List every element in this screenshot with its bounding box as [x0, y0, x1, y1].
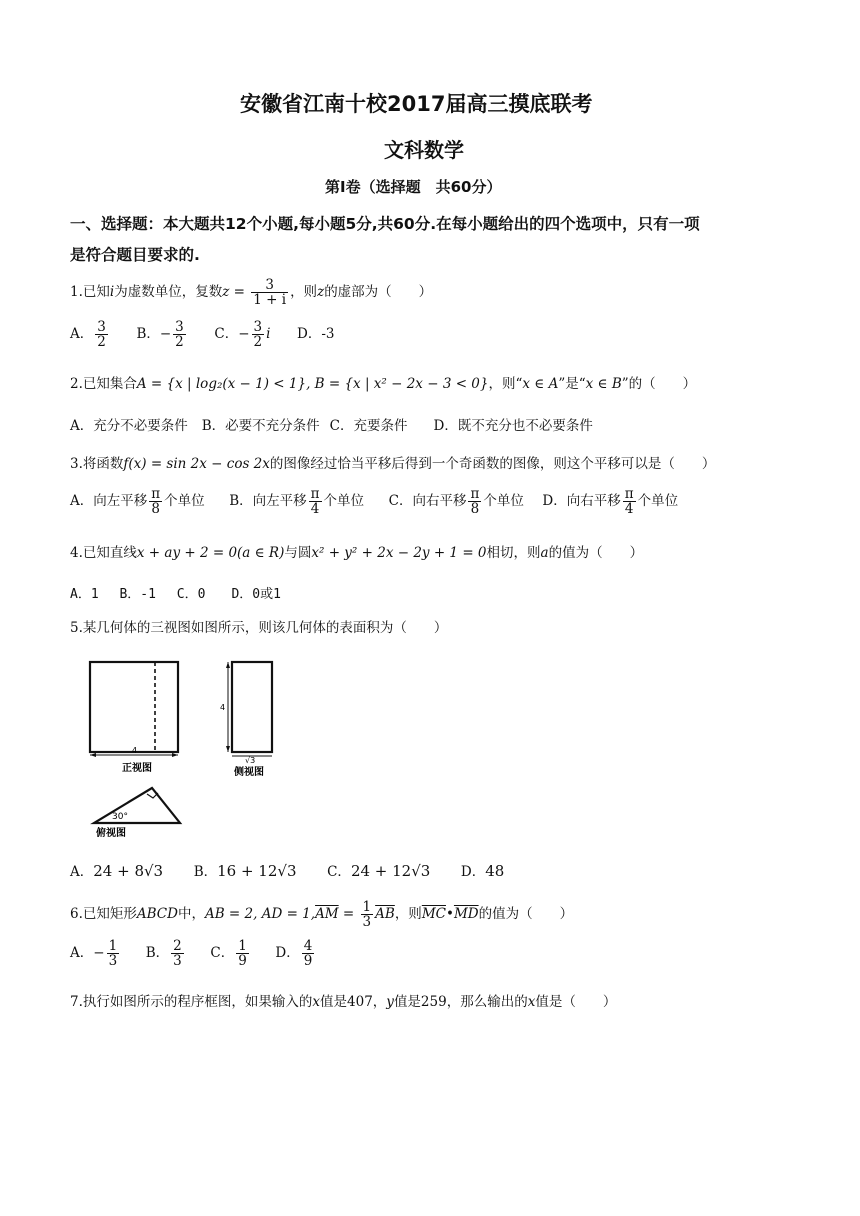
q6-opt-b-frac — [171, 939, 184, 968]
q1-opt-b-den: 2 — [175, 334, 184, 351]
question-3 — [70, 452, 715, 472]
q5-opt-a-val: 24 + 8√3 — [93, 862, 164, 880]
q7-text-a: 7.执行如图所示的程序框图，如果输入的 — [70, 994, 313, 1010]
q6-opt-a-frac — [107, 939, 120, 968]
q3-opt-a-unit: 个单位 — [164, 493, 205, 510]
q5-opt-b-label: B． — [193, 864, 218, 880]
side-view-rect — [232, 662, 272, 752]
q6-fraction — [361, 900, 374, 929]
top-view-angle: 30° — [112, 812, 128, 822]
q4-text-c: 相切，则 — [486, 545, 541, 561]
q6-opt-d-frac — [302, 939, 315, 968]
q6-opt-c-label: C． — [210, 945, 235, 962]
q1-opt-c-sign: − — [238, 326, 250, 343]
question-1 — [70, 278, 432, 307]
q6-dot: • — [445, 906, 454, 923]
q5-opt-a-label: A． — [70, 864, 94, 880]
q3-opt-b-den: 4 — [310, 501, 320, 518]
q4-text-a: 4.已知直线 — [70, 545, 137, 561]
q3-func: f(x) = sin 2x − cos 2x — [123, 456, 270, 472]
exam-title: 安徽省江南十校2017届高三摸底联考 — [240, 92, 593, 116]
q1-opt-c-den: 2 — [253, 334, 263, 351]
q6-opt-a-num: 1 — [108, 938, 118, 954]
q6-vec-am: $\overline{AM}$ — [315, 906, 339, 923]
q3-opt-c-unit: 个单位 — [483, 493, 524, 510]
side-height-label: 4 — [220, 703, 226, 712]
q6-opt-c-den: 9 — [238, 953, 247, 970]
q6-opt-d-den: 9 — [303, 953, 313, 970]
q1-eq: = — [229, 284, 250, 301]
q6-opt-d[interactable] — [275, 938, 316, 970]
q5-opt-d-val: 48 — [485, 862, 505, 880]
q3-opt-b-frac — [309, 487, 322, 516]
q6-opt-b-label: B． — [145, 945, 170, 962]
q6-eq: = — [338, 906, 359, 923]
q6-opt-a-den: 3 — [108, 953, 118, 970]
q6-opt-a[interactable] — [70, 938, 121, 970]
q1-fraction — [251, 278, 288, 307]
q4-text-d: 的值为（ ） — [548, 545, 644, 561]
q2-text-d: ”的（ ） — [621, 376, 697, 392]
q1-mid: 为虚数单位，复数 — [114, 284, 223, 301]
q5-opt-d[interactable] — [461, 864, 504, 880]
q1-opt-c-frac — [252, 320, 265, 349]
front-view-rect — [90, 662, 178, 752]
front-view-label: 正视图 — [122, 763, 152, 774]
q4-line: x + ay + 2 = 0(a ∈ R) — [136, 545, 285, 561]
q6-opt-a-label: A． — [70, 945, 94, 962]
q7-var-x2: x — [527, 994, 536, 1010]
q1-opt-b-num: 3 — [175, 319, 184, 335]
q6-opt-c-num: 1 — [238, 938, 247, 954]
q3-opt-b-pre: B．向左平移 — [229, 493, 307, 510]
q2-sets: A = {x | log₂(x − 1) < 1}, B = {x | x² − 2x − 3 < 0} — [136, 376, 489, 392]
q6-rect: ABCD — [136, 906, 178, 923]
q1-opt-a-num: 3 — [97, 319, 106, 335]
q1-opt-b-frac — [173, 320, 186, 349]
q6-vec-ab: $\overline{AB}$ — [375, 906, 395, 923]
q6-opt-d-num: 4 — [303, 938, 313, 954]
q6-opt-c-frac — [236, 939, 249, 968]
q6-opt-d-label: D． — [275, 945, 300, 962]
q6-text-c: ，则 — [394, 906, 422, 923]
q3-opt-a[interactable] — [70, 486, 205, 518]
q1-opt-a-den: 2 — [97, 334, 106, 351]
question-2 — [70, 372, 696, 392]
q4-circle: x² + y² + 2x − 2y + 1 = 0 — [311, 545, 487, 561]
exam-subject: 文科数学 — [384, 138, 464, 162]
q2-opt-a[interactable]: A．充分不必要条件 — [70, 418, 188, 434]
front-dim-arrow-right — [172, 753, 178, 757]
q3-opt-d-pre: D．向右平移 — [542, 493, 621, 510]
q7-text-c: 值是259，那么输出的 — [393, 994, 528, 1010]
q6-options — [70, 939, 316, 968]
q3-text-a: 3.将函数 — [70, 456, 124, 472]
q3-opt-d-pi: π — [624, 486, 634, 502]
q7-var-x1: x — [312, 994, 321, 1010]
q2-text-b: ，则“ — [488, 376, 523, 392]
question-7 — [70, 990, 616, 1010]
q1-opt-d[interactable]: D．-3 — [297, 326, 335, 343]
q1-frac-den: 1 + i — [253, 292, 287, 309]
q6-opt-b-den: 3 — [173, 953, 182, 970]
q1-frac-num: 3 — [251, 278, 288, 293]
q2-opt-b[interactable]: B．必要不充分条件 — [201, 418, 320, 434]
top-view-label: 俯视图 — [96, 828, 126, 839]
q1-opt-b-sign: − — [159, 326, 172, 343]
q6-opt-a-sign: − — [93, 945, 105, 962]
top-view-triangle — [94, 788, 180, 823]
q2-in-b: x ∈ B — [585, 376, 622, 392]
q6-vec-md: $\overline{MD}$ — [453, 906, 479, 923]
q6-opt-c[interactable] — [210, 938, 250, 970]
q3-opt-d-den: 4 — [624, 501, 634, 518]
q1-opt-a-label: A． — [70, 326, 94, 343]
question-4 — [70, 541, 643, 561]
q1-opt-c[interactable] — [214, 319, 271, 351]
q5-opt-d-label: D． — [460, 864, 486, 880]
q1-options — [70, 320, 335, 349]
instructions-line-1: 一、选择题：本大题共12个小题,每小题5分,共60分.在每小题给出的四个选项中，只有一项 — [70, 215, 700, 233]
q4-var-a: a — [540, 545, 549, 561]
q7-text-d: 值是（ ） — [535, 994, 617, 1010]
front-dim-arrow-left — [90, 753, 96, 757]
q6-text-b: 中， — [177, 906, 205, 923]
q1-opt-b-label: B． — [136, 326, 160, 343]
q3-opt-a-pi: π — [151, 486, 161, 502]
q5-opt-b[interactable] — [194, 864, 297, 880]
q2-in-a: x ∈ A — [522, 376, 559, 392]
q2-options — [70, 414, 593, 434]
q3-opt-c[interactable] — [388, 486, 524, 518]
q4-options[interactable]: A．1 B．-1 C．0 D．0或1 — [70, 587, 281, 602]
q3-options — [70, 487, 678, 516]
q6-text-a: 6.已知矩形 — [70, 906, 137, 923]
q3-opt-c-frac — [468, 487, 481, 516]
q6-vec-mc: $\overline{MC}$ — [421, 906, 446, 923]
q1-opt-c-i: i — [266, 326, 271, 343]
q3-opt-d-frac — [623, 487, 636, 516]
q3-opt-d-unit: 个单位 — [637, 493, 679, 510]
q2-text-c: ”是“ — [558, 376, 586, 392]
q1-suffix-a: ，则 — [290, 284, 318, 301]
q3-opt-c-pi: π — [470, 486, 480, 502]
q5-opt-c-val: 24 + 12√3 — [350, 862, 431, 880]
q3-opt-c-den: 8 — [470, 501, 480, 518]
side-view-label: 侧视图 — [234, 767, 264, 778]
q6-opt-b[interactable] — [145, 938, 186, 970]
q2-text-a: 2.已知集合 — [70, 376, 137, 392]
q3-opt-a-pre: A．向左平移 — [70, 493, 148, 510]
q5-opt-a[interactable] — [70, 864, 163, 880]
q2-opt-c[interactable]: C．充要条件 — [329, 418, 408, 434]
q1-suffix-b: 的虚部为（ ） — [324, 284, 433, 301]
side-width-label: √3 — [245, 756, 256, 765]
q1-var-z: z — [222, 284, 230, 301]
q6-text-d: 的值为（ ） — [478, 906, 574, 923]
q3-opt-a-frac — [149, 487, 162, 516]
q5-opt-b-val: 16 + 12√3 — [217, 862, 297, 880]
q1-opt-b[interactable] — [136, 319, 187, 351]
q1-prefix: 1.已知 — [70, 284, 110, 301]
q3-opt-b-pi: π — [310, 486, 320, 502]
q6-frac-den: 3 — [362, 914, 372, 931]
q1-opt-a-frac — [95, 320, 108, 349]
q3-opt-c-pre: C．向右平移 — [388, 493, 467, 510]
q3-opt-b[interactable] — [229, 486, 365, 518]
q7-text-b: 值是407， — [320, 994, 387, 1010]
side-height-arrow-bottom — [226, 746, 230, 752]
q7-var-y: y — [386, 994, 394, 1010]
q5-opt-c-label: C． — [327, 864, 351, 880]
q1-opt-c-label: C． — [214, 326, 239, 343]
question-6 — [70, 900, 573, 929]
three-view-figure — [82, 656, 312, 846]
q4-text-b: 与圆 — [284, 545, 312, 561]
q1-opt-c-num: 3 — [253, 319, 263, 335]
instructions-line-2: 是符合题目要求的. — [70, 246, 200, 264]
question-5: 5.某几何体的三视图如图所示，则该几何体的表面积为（ ） — [70, 620, 448, 636]
side-height-arrow-top — [226, 662, 230, 668]
q1-opt-a[interactable] — [70, 319, 110, 351]
q1-var-z2: z — [317, 284, 325, 301]
q6-cond: AB = 2, AD = 1, — [204, 906, 316, 923]
part-heading: 第Ⅰ卷（选择题 共60分） — [325, 178, 502, 196]
q6-opt-b-num: 2 — [173, 938, 182, 954]
q6-frac-num: 1 — [362, 899, 372, 915]
q1-var-i: i — [109, 284, 115, 301]
q5-opt-c[interactable] — [327, 864, 430, 880]
q3-opt-a-den: 8 — [151, 501, 160, 518]
front-dim-label: 4 — [132, 746, 138, 755]
q3-opt-b-unit: 个单位 — [323, 493, 365, 510]
q2-opt-d[interactable]: D．既不充分也不必要条件 — [433, 418, 593, 434]
q5-options — [70, 860, 504, 880]
q3-opt-d[interactable] — [542, 486, 679, 518]
q3-text-b: 的图像经过恰当平移后得到一个奇函数的图像，则这个平移可以是（ ） — [269, 456, 716, 472]
